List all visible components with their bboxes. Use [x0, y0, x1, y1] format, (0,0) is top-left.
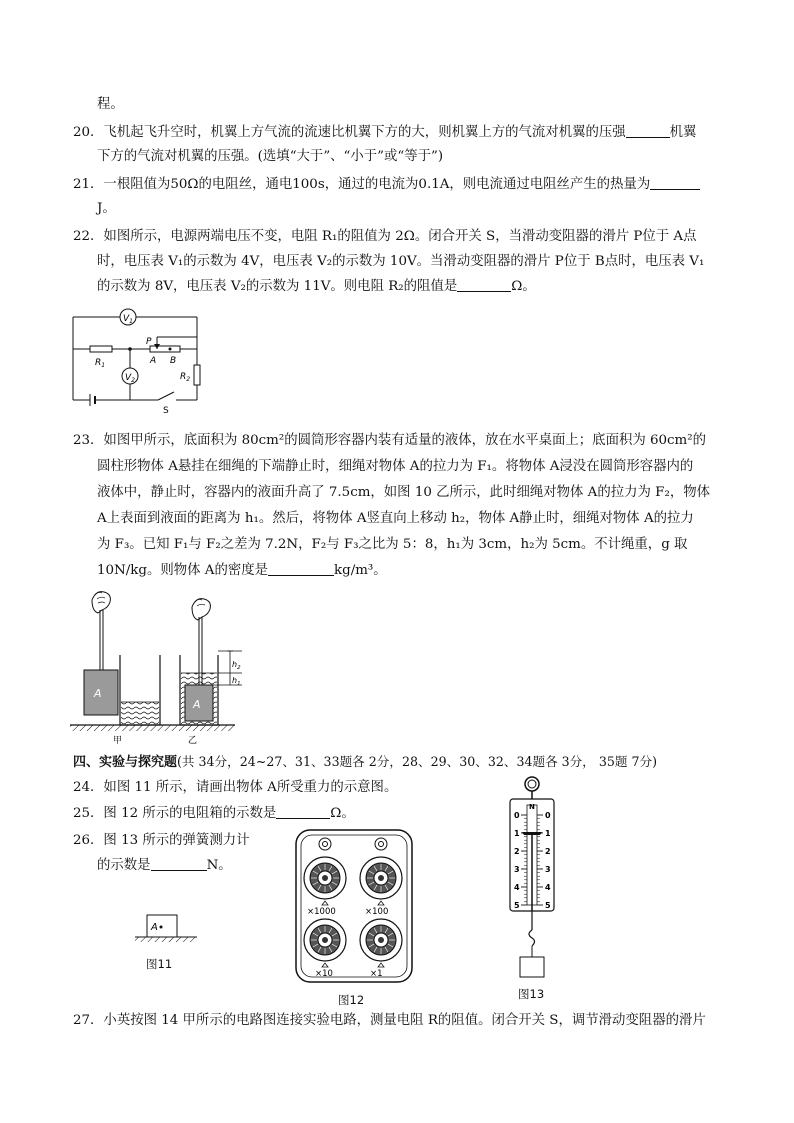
q26-blank[interactable] [151, 857, 207, 871]
a-label: A [150, 356, 157, 366]
scale-tick-label-right: 1 [545, 829, 551, 838]
fig13-spring-scale [500, 775, 570, 985]
q22-blank[interactable] [457, 278, 511, 292]
q20-line2: 下方的气流对机翼的压强。(选填“大于”、“小于”或“等于”) [97, 149, 444, 164]
q22-line2: 时，电压表 V₁的示数为 4V，电压表 V₂的示数为 10V。当滑动变阻器的滑片 P位于 B点时，电压表 V₁ [97, 254, 705, 269]
v2-label: $V_2$ [125, 373, 135, 384]
section-4-header [73, 753, 657, 772]
r2-label: $R_2$ [180, 372, 191, 383]
section-4-title: 四、实验与探究题 [73, 755, 178, 770]
h1-label: $h_1$ [232, 676, 241, 687]
fig-jia-label: 甲 [113, 736, 123, 746]
fig11-caption: 图11 [146, 957, 173, 971]
scale-tick-label-right: 2 [545, 847, 551, 856]
q23-figure [70, 585, 250, 750]
q25-line [73, 805, 355, 823]
q22-line1: 22．如图所示，电源两端电压不变，电阻 R₁的阻值为 2Ω。闭合开关 S，当滑动变阻器的滑片 P位于 A点 [73, 229, 697, 244]
q20-text-b: 机翼 [669, 125, 697, 140]
h2-label: $h_2$ [232, 660, 241, 671]
q23-line5: 为 F₃。已知 F₁与 F₂之差为 7.2N，F₂与 F₃之比为 5：8，h₁为 3cm，h₂为 5cm。不计绳重，g 取 [97, 537, 688, 552]
q26-line1: 26．图 13 所示的弹簧测力计 [73, 833, 250, 848]
scale-tick-label-left: 3 [514, 865, 520, 874]
block-a-label-1: A [94, 687, 102, 700]
q22-text-b: Ω。 [511, 279, 536, 294]
q23-text-b: kg/m³。 [334, 563, 387, 578]
s-label: S [163, 406, 169, 416]
q21-line1 [73, 176, 700, 194]
knob-label-100: ×100 [365, 907, 389, 917]
q20-text: 20．飞机起飞升空时，机翼上方气流的流速比机翼下方的大，则机翼上方的气流对机翼的压强 [73, 125, 626, 140]
q22-line3 [97, 278, 536, 296]
p-label: P [146, 337, 152, 347]
scale-tick-label-right: 3 [545, 865, 551, 874]
q25-blank[interactable] [276, 805, 330, 819]
fig13-caption: 图13 [518, 987, 545, 1001]
q22-text: 的示数为 8V，电压表 V₂的示数为 11V。则电阻 R₂的阻值是 [97, 279, 458, 294]
q20-blank[interactable] [626, 124, 670, 138]
q26-text: 的示数是 [97, 858, 151, 873]
q23-blank[interactable] [268, 562, 334, 576]
q25-text: 25．图 12 所示的电阻箱的示数是 [73, 806, 277, 821]
fig-yi-label: 乙 [188, 736, 198, 746]
scale-tick-label-right: 0 [545, 811, 551, 820]
q19-tail: 程。 [97, 97, 124, 112]
scale-tick-label-left: 0 [514, 811, 520, 820]
scale-tick-label-right: 5 [545, 901, 551, 910]
q23-line6 [97, 562, 387, 580]
scale-tick-label-right: 4 [545, 883, 551, 892]
q23-text: 10N/kg。则物体 A的密度是 [97, 563, 269, 578]
q26-text-b: N。 [206, 858, 232, 873]
q21-line2: J。 [97, 201, 116, 216]
q24-line: 24．如图 11 所示，请画出物体 A所受重力的示意图。 [73, 780, 398, 795]
knob-label-1: ×1 [370, 969, 383, 979]
scale-tick-label-left: 4 [514, 883, 520, 892]
scale-tick-label-left: 1 [514, 829, 520, 838]
q22-circuit-diagram [70, 305, 210, 415]
scale-tick-label-left: 2 [514, 847, 520, 856]
knob-label-1000: ×1000 [307, 907, 336, 917]
section-4-detail: (共 34分，24~27、31、33题各 2分，28、29、30、32、34题各 3分， 35题 7分) [177, 754, 658, 769]
r1-label: $R_1$ [95, 358, 106, 369]
q23-line2: 圆柱形物体 A悬挂在细绳的下端静止时，细绳对物体 A的拉力为 F₁。将物体 A浸没在圆筒形容器内的 [97, 459, 694, 474]
q21-blank[interactable] [650, 176, 700, 190]
q27-line: 27．小英按图 14 甲所示的电路图连接实验电路，测量电阻 R的阻值。闭合开关 S，调节滑动变阻器的滑片 [73, 1013, 706, 1028]
v1-label: $V_1$ [123, 314, 133, 325]
fig12-resistance-box [295, 828, 415, 988]
q23-line3: 液体中，静止时，容器内的液面升高了 7.5cm，如图 10 乙所示，此时细绳对物体 A的拉力为 F₂，物体 [97, 485, 710, 500]
fig12-caption: 图12 [338, 993, 365, 1007]
fig13-unit-label: N [529, 803, 535, 811]
q23-line4: A上表面到液面的距离为 h₁。然后，将物体 A竖直向上移动 h₂，物体 A静止时，细绳对物体 A的拉力 [97, 511, 694, 526]
scale-tick-label-left: 5 [514, 901, 520, 910]
q23-line1: 23．如图甲所示，底面积为 80cm²的圆筒形容器内装有适量的液体，放在水平桌面上；底面积为 60cm²的 [73, 433, 706, 448]
fig11-block-diagram [135, 912, 215, 952]
fig11-block-label: A [151, 922, 158, 933]
q25-text-b: Ω。 [330, 806, 355, 821]
knob-label-10: ×10 [315, 969, 333, 979]
q26-line2 [97, 857, 232, 875]
q20-line1 [73, 124, 696, 142]
b-label: B [170, 356, 177, 366]
block-a-label-2: A [193, 698, 201, 711]
q21-text: 21．一根阻值为50Ω的电阻丝，通电100s，通过的电流为0.1A，则电流通过电阻丝产生的热量为 [73, 177, 651, 192]
